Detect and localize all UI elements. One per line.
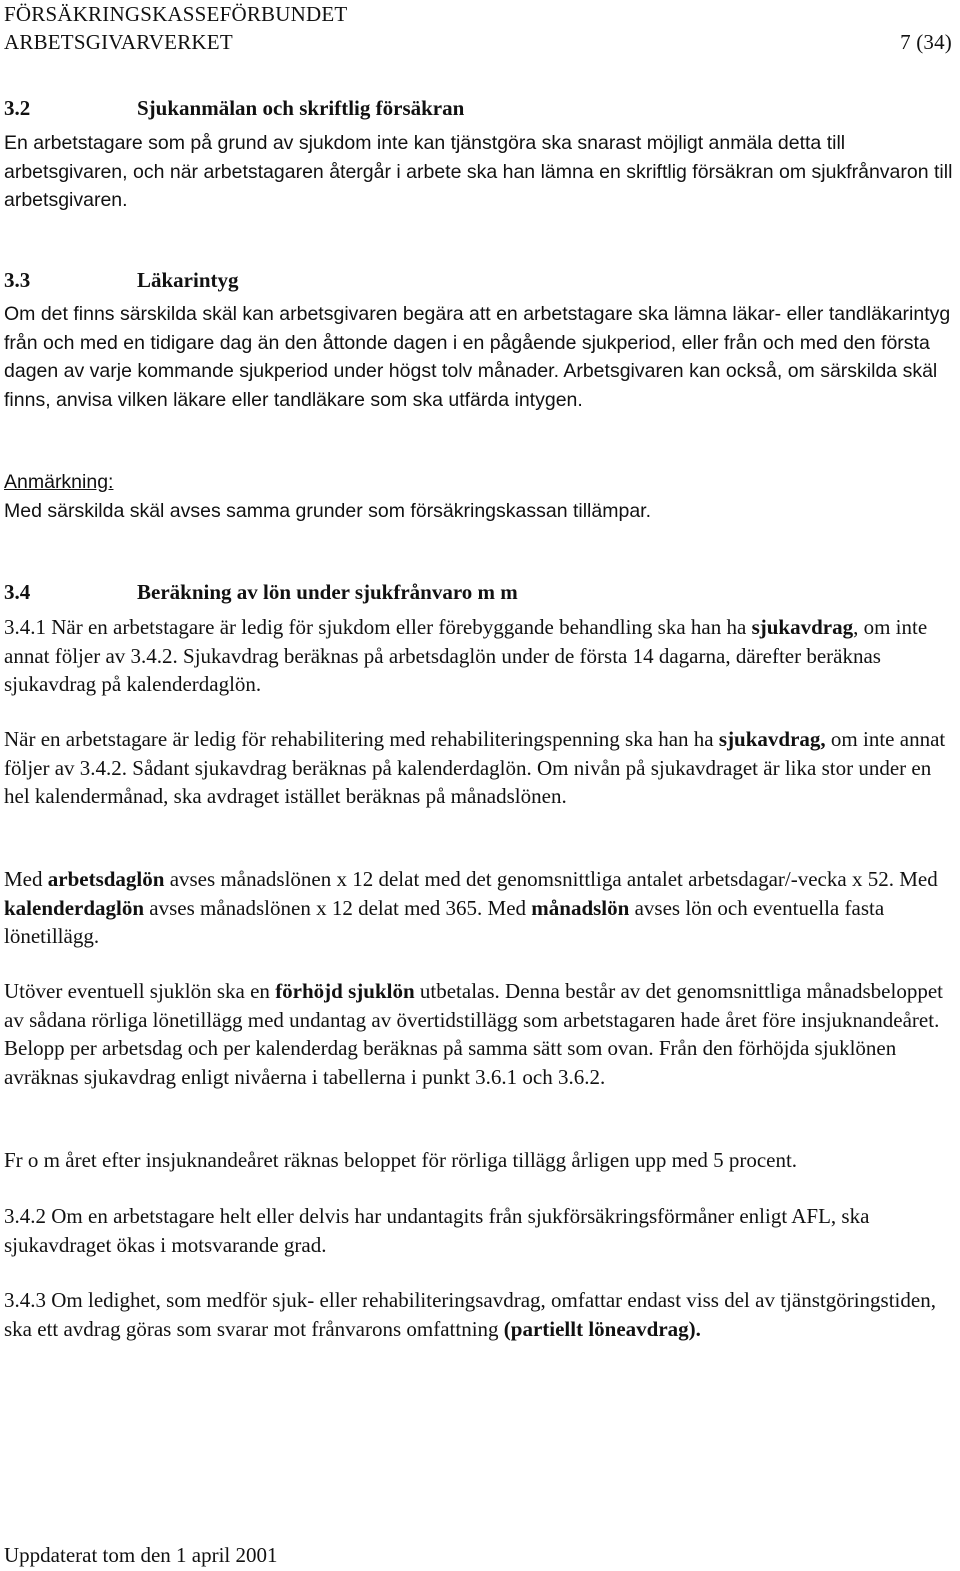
note-wrap — [4, 468, 956, 525]
page-number: 7 (34) — [900, 30, 952, 54]
para-definitions-wrap — [4, 865, 956, 951]
section-title: Sjukanmälan och skriftlig försäkran — [137, 96, 465, 120]
header-org-2: ARBETSGIVARVERKET — [4, 30, 233, 54]
para-rehab-wrap — [4, 725, 956, 811]
text: , om inte annat följer av 3.4.2. Sjukavdrag beräknas på arbetsdaglön under de första 14 dagarna, därefter beräknas sjukavdrag på kalenderdaglön. — [4, 615, 928, 697]
note-text: Med särskilda skäl avses samma grunder som försäkringskassan tillämpar. — [4, 499, 651, 522]
section-3-3-body: Om det finns särskilda skäl kan arbetsgivaren begära att en arbetstagare ska lämna läkar- eller tandläkarintyg från och med en tidigare dag än den åttonde dagen i en pågående sjukperiod, eller från och med den första dagen av varje kommande sjukperiod under högst tolv månader. Arbetsgivaren kan också, om särskilda skäl finns, anvisa vilken läkare eller tandläkare som ska utfärda intygen. — [4, 303, 951, 411]
page-header — [4, 0, 956, 56]
text: avses lön och eventuella fasta lönetillägg. — [4, 895, 885, 949]
para-3-4-2: 3.4.2 Om en arbetstagare helt eller delvis har undantagits från sjukförsäkringsförmåner enligt AFL, ska sjukavdraget ökas i motsvarande grad. — [4, 1204, 870, 1257]
bold-term: månadslön — [531, 895, 630, 920]
bold-term: arbetsdaglön — [47, 867, 165, 891]
text: Med — [4, 867, 48, 891]
text: avses månadslönen x 12 delat med det genomsnittliga antalet arbetsdagar/-vecka x 52. Med — [164, 867, 938, 891]
para-rehab — [4, 725, 956, 811]
para-3-4-1 — [4, 613, 956, 699]
text: Utöver eventuell sjuklön ska en — [4, 979, 276, 1003]
section-3-2-heading — [4, 94, 956, 122]
bold-term: (partiellt löneavdrag). — [503, 1316, 701, 1341]
section-title: Läkarintyg — [137, 268, 239, 292]
section-3-2-body: En arbetstagare som på grund av sjukdom inte kan tjänstgöra ska snarast möjligt anmäla detta till arbetsgivaren, och när arbetstagaren återgår i arbete ska han lämna en skriftlig försäkran om sjukfrånvaron till arbetsgivaren. — [4, 132, 953, 212]
text: 3.4.3 Om ledighet, som medför sjuk- eller rehabiliteringsavdrag, omfattar endast viss del av tjänstgöringstiden, ska ett avdrag göras som svarar mot frånvarons omfattning — [4, 1288, 936, 1341]
para-uppraknas: Fr o m året efter insjuknandeåret räknas beloppet för rörliga tillägg årligen upp med 5 procent. — [4, 1148, 798, 1172]
bold-term: kalenderdaglön — [4, 895, 145, 920]
section-number: 3.2 — [4, 96, 31, 120]
text: om inte annat följer av 3.4.2. Sådant sjukavdrag beräknas på kalenderdaglön. Om nivån på sjukavdraget är lika stor under en hel kalendermånad, ska avdraget istället beräknas på månadslönen. — [4, 727, 946, 809]
section-title: Beräkning av lön under sjukfrånvaro m m — [137, 580, 518, 604]
para-3-4-3-wrap — [4, 1286, 956, 1343]
section-number: 3.4 — [4, 580, 31, 604]
page-footer: Uppdaterat tom den 1 april 2001 — [4, 1543, 278, 1567]
bold-term: sjukavdrag, — [718, 727, 826, 751]
header-org-1: FÖRSÄKRINGSKASSEFÖRBUNDET — [4, 2, 348, 26]
section-3-4-heading — [4, 578, 956, 606]
note-label: Anmärkning: — [4, 471, 114, 493]
text: När en arbetstagare är ledig för rehabilitering med rehabiliteringspenning ska han ha — [4, 727, 719, 751]
para-forhojd-wrap — [4, 977, 956, 1091]
section-number: 3.3 — [4, 268, 31, 292]
section-3-4 — [4, 578, 956, 606]
para-forhojd — [4, 977, 956, 1091]
para-uppraknas-wrap — [4, 1146, 956, 1175]
para-3-4-2-wrap — [4, 1202, 956, 1259]
bold-term: förhöjd sjuklön — [275, 979, 415, 1003]
bold-term: sjukavdrag — [751, 615, 854, 639]
text: avses månadslönen x 12 delat med 365. Med — [144, 895, 532, 920]
section-3-3-heading — [4, 266, 956, 294]
section-3-3-body-wrap — [4, 300, 956, 414]
text: 3.4.1 När en arbetstagare är ledig för sjukdom eller förebyggande behandling ska han ha — [4, 615, 752, 639]
section-3-2 — [4, 94, 956, 122]
section-3-3 — [4, 266, 956, 294]
section-3-2-body-wrap — [4, 129, 956, 215]
para-3-4-3 — [4, 1286, 956, 1343]
para-definitions — [4, 865, 956, 951]
text: utbetalas. Denna består av det genomsnittliga månadsbeloppet av sådana rörliga lönetillägg med undantag av övertidstillägg som arbetstagaren hade året före insjuknandeåret. Belopp per arbetsdag och per kalenderdag beräknas på samma sätt som ovan. Från den förhöjda sjuklönen avräknas sjukavdrag enligt nivåerna i tabellerna i punkt 3.6.1 och 3.6.2. — [4, 979, 943, 1089]
para-3-4-1-wrap — [4, 613, 956, 699]
